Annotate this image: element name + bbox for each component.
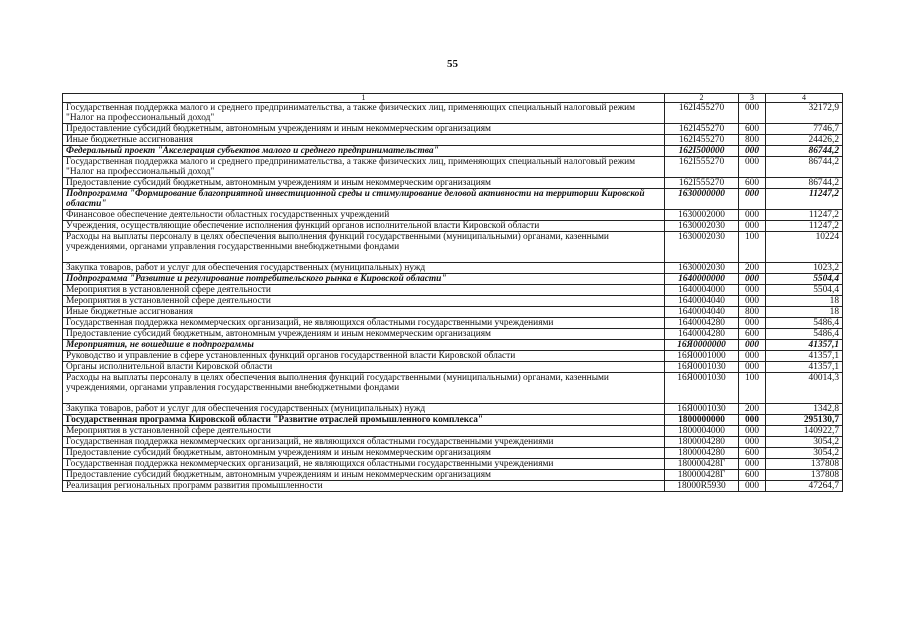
table-row	[63, 285, 843, 296]
row-code-cell: 1800004280	[665, 437, 739, 448]
row-name-cell: Государственная поддержка некоммерческих организаций, не являющихся областными государственными учреждениями	[63, 459, 665, 470]
table-row	[63, 362, 843, 373]
column-header-name: 1	[63, 94, 665, 103]
row-name-cell: Государственная поддержка некоммерческих организаций, не являющихся областными государственными учреждениями	[63, 437, 665, 448]
row-amount-cell: 3054,2	[766, 448, 843, 459]
row-code-cell: 1630000000	[665, 189, 739, 210]
row-name-cell: Предоставление субсидий бюджетным, автономным учреждениям и иным некоммерческим организациям	[63, 178, 665, 189]
row-amount-cell: 18	[766, 296, 843, 307]
row-name-cell: Расходы на выплаты персоналу в целях обеспечения выполнения функций государственными (муниципальными) органами, казенными учреждениями, органами управления государственными внебюджетными фондами	[63, 232, 665, 263]
row-amount-cell: 137808	[766, 470, 843, 481]
row-name-cell: Закупка товаров, работ и услуг для обеспечения государственных (муниципальных) нужд	[63, 404, 665, 415]
row-amount-cell: 10224	[766, 232, 843, 263]
row-amount-cell: 3054,2	[766, 437, 843, 448]
row-group-cell: 800	[739, 307, 766, 318]
row-group-cell: 800	[739, 135, 766, 146]
row-amount-cell: 5486,4	[766, 318, 843, 329]
row-amount-cell: 86744,2	[766, 146, 843, 157]
row-code-cell: 162I555270	[665, 157, 739, 178]
row-group-cell: 000	[739, 340, 766, 351]
row-amount-cell: 5504,4	[766, 285, 843, 296]
row-name-cell: Органы исполнительной власти Кировской области	[63, 362, 665, 373]
table-row	[63, 135, 843, 146]
row-group-cell: 000	[739, 481, 766, 492]
row-name-cell: Закупка товаров, работ и услуг для обеспечения государственных (муниципальных) нужд	[63, 263, 665, 274]
row-group-cell: 000	[739, 285, 766, 296]
row-name-cell: Иные бюджетные ассигнования	[63, 307, 665, 318]
table-row	[63, 232, 843, 263]
row-group-cell: 000	[739, 437, 766, 448]
row-code-cell: 1800004000	[665, 426, 739, 437]
row-name-cell: Государственная поддержка малого и среднего предпринимательства, а также физических лиц, применяющих специальный налоговый режим "Налог на профессиональный доход"	[63, 103, 665, 124]
row-amount-cell: 32172,9	[766, 103, 843, 124]
row-group-cell: 000	[739, 103, 766, 124]
row-name-cell: Государственная поддержка малого и среднего предпринимательства, а также физических лиц, применяющих специальный налоговый режим "Налог на профессиональный доход"	[63, 157, 665, 178]
row-code-cell: 180000428Г	[665, 470, 739, 481]
table-row	[63, 437, 843, 448]
row-name-cell: Предоставление субсидий бюджетным, автономным учреждениям и иным некоммерческим организациям	[63, 448, 665, 459]
row-group-cell: 000	[739, 146, 766, 157]
row-name-cell: Государственная поддержка некоммерческих организаций, не являющихся областными государственными учреждениями	[63, 318, 665, 329]
row-amount-cell: 1023,2	[766, 263, 843, 274]
table-row	[63, 103, 843, 124]
table-row	[63, 329, 843, 340]
table-row	[63, 481, 843, 492]
row-code-cell: 16Я0001030	[665, 362, 739, 373]
column-header-code: 2	[665, 94, 739, 103]
row-name-cell: Предоставление субсидий бюджетным, автономным учреждениям и иным некоммерческим организациям	[63, 329, 665, 340]
table-body	[63, 103, 843, 492]
row-group-cell: 200	[739, 263, 766, 274]
row-group-cell: 000	[739, 362, 766, 373]
row-code-cell: 1800004280	[665, 448, 739, 459]
row-name-cell: Иные бюджетные ассигнования	[63, 135, 665, 146]
row-group-cell: 000	[739, 274, 766, 285]
row-amount-cell: 5486,4	[766, 329, 843, 340]
row-group-cell: 100	[739, 232, 766, 263]
row-amount-cell: 11247,2	[766, 210, 843, 221]
row-code-cell: 1630002030	[665, 263, 739, 274]
row-amount-cell: 40014,3	[766, 373, 843, 404]
row-amount-cell: 86744,2	[766, 157, 843, 178]
row-amount-cell: 295130,7	[766, 415, 843, 426]
row-code-cell: 1630002030	[665, 232, 739, 263]
row-name-cell: Мероприятия, не вошедшие в подпрограммы	[63, 340, 665, 351]
row-code-cell: 162I500000	[665, 146, 739, 157]
row-group-cell: 000	[739, 318, 766, 329]
row-group-cell: 600	[739, 470, 766, 481]
row-amount-cell: 47264,7	[766, 481, 843, 492]
row-amount-cell: 11247,2	[766, 189, 843, 210]
row-name-cell: Финансовое обеспечение деятельности областных государственных учреждений	[63, 210, 665, 221]
row-name-cell: Мероприятия в установленной сфере деятельности	[63, 285, 665, 296]
row-name-cell: Предоставление субсидий бюджетным, автономным учреждениям и иным некоммерческим организациям	[63, 124, 665, 135]
row-amount-cell: 41357,1	[766, 351, 843, 362]
row-amount-cell: 140922,7	[766, 426, 843, 437]
table-row	[63, 351, 843, 362]
row-code-cell: 1640004040	[665, 307, 739, 318]
column-header-amount: 4	[766, 94, 843, 103]
row-name-cell: Руководство и управление в сфере установленных функций органов государственной власти Кировской области	[63, 351, 665, 362]
table-row	[63, 415, 843, 426]
row-amount-cell: 1342,8	[766, 404, 843, 415]
row-name-cell: Мероприятия в установленной сфере деятельности	[63, 296, 665, 307]
table-row	[63, 189, 843, 210]
row-amount-cell: 86744,2	[766, 178, 843, 189]
row-group-cell: 600	[739, 124, 766, 135]
row-name-cell: Учреждения, осуществляющие обеспечение исполнения функций органов исполнительной власти Кировской области	[63, 221, 665, 232]
row-code-cell: 1640004040	[665, 296, 739, 307]
row-code-cell: 16Я0001030	[665, 373, 739, 404]
row-group-cell: 000	[739, 459, 766, 470]
row-amount-cell: 11247,2	[766, 221, 843, 232]
table-row	[63, 307, 843, 318]
table-row	[63, 178, 843, 189]
row-code-cell: 18000R5930	[665, 481, 739, 492]
row-name-cell: Мероприятия в установленной сфере деятельности	[63, 426, 665, 437]
row-group-cell: 000	[739, 189, 766, 210]
row-amount-cell: 24426,2	[766, 135, 843, 146]
table-row	[63, 448, 843, 459]
row-name-cell: Подпрограмма "Развитие и регулирование потребительского рынка в Кировской области"	[63, 274, 665, 285]
row-name-cell: Федеральный проект "Акселерация субъектов малого и среднего предпринимательства"	[63, 146, 665, 157]
table-row	[63, 340, 843, 351]
row-name-cell: Предоставление субсидий бюджетным, автономным учреждениям и иным некоммерческим организациям	[63, 470, 665, 481]
row-code-cell: 16Я0001000	[665, 351, 739, 362]
row-amount-cell: 41357,1	[766, 362, 843, 373]
table-row	[63, 263, 843, 274]
row-group-cell: 000	[739, 210, 766, 221]
row-code-cell: 162I455270	[665, 124, 739, 135]
table-header-row	[63, 94, 843, 103]
row-group-cell: 100	[739, 373, 766, 404]
row-code-cell: 1630002030	[665, 221, 739, 232]
row-code-cell: 1640004280	[665, 318, 739, 329]
row-code-cell: 1640004280	[665, 329, 739, 340]
table-row	[63, 146, 843, 157]
row-name-cell: Подпрограмма "Формирование благоприятной инвестиционной среды и стимулирование деловой активности на территории Кировской области"	[63, 189, 665, 210]
table-row	[63, 459, 843, 470]
row-code-cell: 1800000000	[665, 415, 739, 426]
row-group-cell: 000	[739, 221, 766, 232]
row-group-cell: 000	[739, 351, 766, 362]
row-group-cell: 000	[739, 296, 766, 307]
row-name-cell: Государственная программа Кировской области "Развитие отраслей промышленного комплекса"	[63, 415, 665, 426]
page-number: 55	[447, 58, 458, 70]
row-amount-cell: 18	[766, 307, 843, 318]
row-group-cell: 200	[739, 404, 766, 415]
table-row	[63, 404, 843, 415]
row-code-cell: 162I455270	[665, 135, 739, 146]
table-row	[63, 274, 843, 285]
table-row	[63, 470, 843, 481]
row-group-cell: 600	[739, 448, 766, 459]
table-row	[63, 373, 843, 404]
row-group-cell: 600	[739, 329, 766, 340]
table-row	[63, 318, 843, 329]
table-row	[63, 210, 843, 221]
row-amount-cell: 7746,7	[766, 124, 843, 135]
column-header-group: 3	[739, 94, 766, 103]
row-amount-cell: 137808	[766, 459, 843, 470]
row-code-cell: 1640000000	[665, 274, 739, 285]
row-amount-cell: 5504,4	[766, 274, 843, 285]
row-code-cell: 162I555270	[665, 178, 739, 189]
row-group-cell: 600	[739, 178, 766, 189]
row-code-cell: 162I455270	[665, 103, 739, 124]
row-code-cell: 1640004000	[665, 285, 739, 296]
row-code-cell: 16Я0000000	[665, 340, 739, 351]
table-row	[63, 124, 843, 135]
row-code-cell: 16Я0001030	[665, 404, 739, 415]
row-name-cell: Реализация региональных программ развития промышленности	[63, 481, 665, 492]
budget-table	[62, 93, 843, 492]
row-group-cell: 000	[739, 415, 766, 426]
row-group-cell: 000	[739, 157, 766, 178]
row-code-cell: 180000428Г	[665, 459, 739, 470]
table-row	[63, 157, 843, 178]
row-name-cell: Расходы на выплаты персоналу в целях обеспечения выполнения функций государственными (муниципальными) органами, казенными учреждениями, органами управления государственными внебюджетными фондами	[63, 373, 665, 404]
row-code-cell: 1630002000	[665, 210, 739, 221]
table-row	[63, 426, 843, 437]
row-group-cell: 000	[739, 426, 766, 437]
table-row	[63, 221, 843, 232]
table-row	[63, 296, 843, 307]
row-amount-cell: 41357,1	[766, 340, 843, 351]
